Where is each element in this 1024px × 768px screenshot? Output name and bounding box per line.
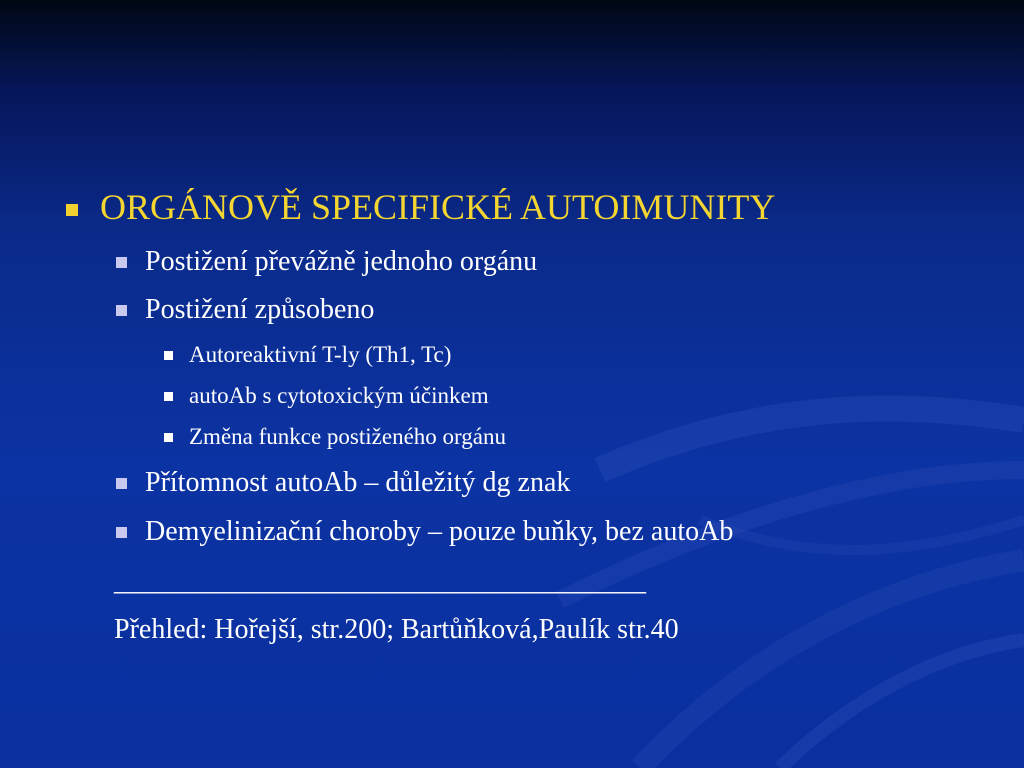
sub-list-item-text: Změna funkce postiženého orgánu xyxy=(189,424,506,449)
list-item-text: Přítomnost autoAb – důležitý dg znak xyxy=(145,467,571,498)
heading-bullet-icon xyxy=(66,204,78,216)
separator-line: ______________________________________ xyxy=(114,566,646,597)
bullet-icon xyxy=(164,433,173,442)
list-item-text: Demyelinizační choroby – pouze buňky, bez autoAb xyxy=(145,516,734,547)
bullet-icon xyxy=(116,478,127,489)
bullet-icon xyxy=(116,257,127,268)
bullet-icon xyxy=(164,392,173,401)
bullet-icon xyxy=(164,351,173,360)
slide-heading: ORGÁNOVĚ SPECIFICKÉ AUTOIMUNITY xyxy=(100,187,776,227)
reference-text: Přehled: Hořejší, str.200; Bartůňková,Paulík str.40 xyxy=(114,614,679,645)
bullet-icon xyxy=(116,305,127,316)
bullet-icon xyxy=(116,527,127,538)
list-item-text: Postižení způsobeno xyxy=(145,294,375,325)
list-item-text: Postižení převážně jednoho orgánu xyxy=(145,246,538,277)
sub-list-item-text: autoAb s cytotoxickým účinkem xyxy=(189,383,489,408)
sub-list-item-text: Autoreaktivní T-ly (Th1, Tc) xyxy=(189,342,452,367)
